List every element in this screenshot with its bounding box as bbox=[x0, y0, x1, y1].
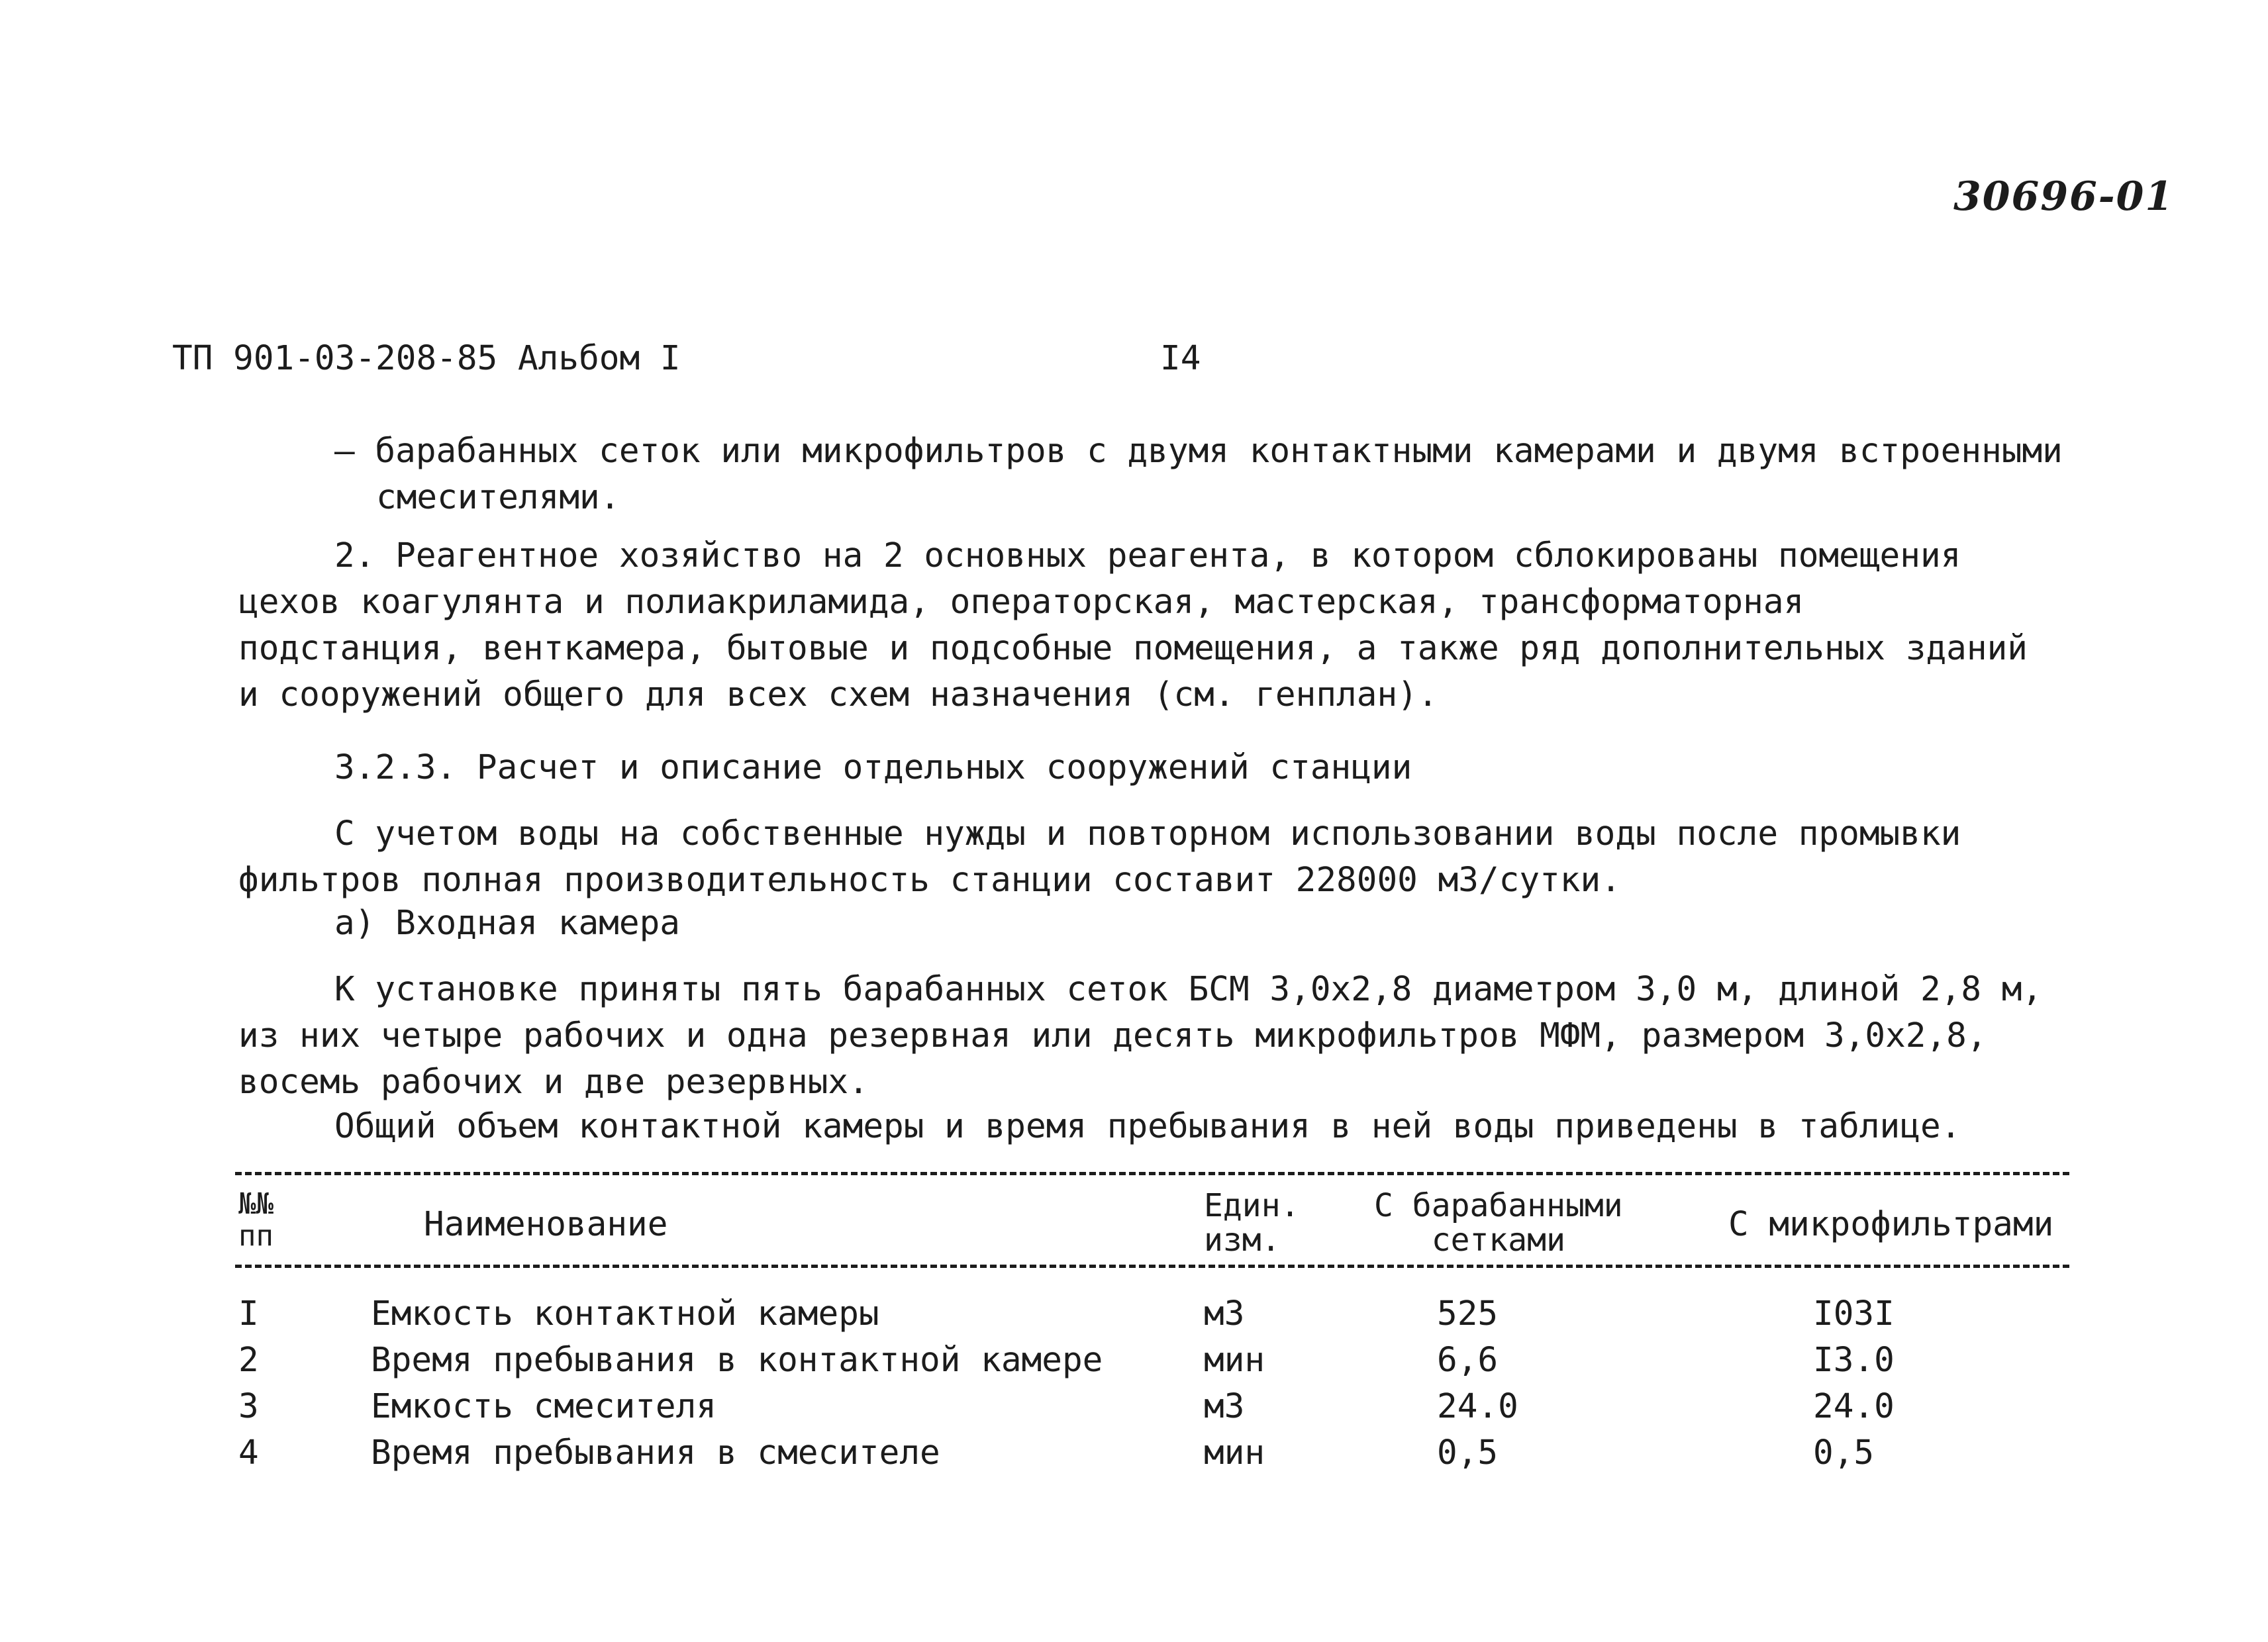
table-top-rule bbox=[235, 1172, 2069, 1175]
subheading-inlet-chamber: а) Входная камера bbox=[334, 904, 680, 943]
cell-filters: I03I bbox=[1813, 1294, 1895, 1333]
header-unit-line-2: изм. bbox=[1204, 1222, 1281, 1259]
cell-drums: 24.0 bbox=[1437, 1387, 1518, 1426]
paragraph-table-intro: Общий объем контактной камеры и время пребывания в ней воды приведены в таблице. bbox=[334, 1107, 1961, 1146]
cell-num: 4 bbox=[238, 1433, 259, 1473]
cell-filters: 0,5 bbox=[1813, 1433, 1875, 1473]
cell-num: 2 bbox=[238, 1341, 259, 1380]
header-unit-line-1: Един. bbox=[1204, 1187, 1300, 1224]
section-heading: 3.2.3. Расчет и описание отдельных сооружений станции bbox=[334, 748, 1412, 787]
header-drums-line-1: С барабанными bbox=[1374, 1187, 1623, 1224]
paragraph-drum-screens: К установке приняты пять барабанных сеток БСМ 3,0х2,8 диаметром 3,0 м, длиной 2,8 м, из них четыре рабочих и одна резервная или десять микрофильтров МФМ, размером 3,0х2,8, восемь рабочих и две резервных. bbox=[238, 970, 2043, 1102]
document-code: 30696-01 bbox=[1953, 173, 2175, 220]
cell-unit: м3 bbox=[1204, 1294, 1245, 1333]
cell-unit: мин bbox=[1204, 1341, 1265, 1380]
header-unit bbox=[1204, 1188, 1300, 1257]
cell-unit: мин bbox=[1204, 1433, 1265, 1473]
cell-drums: 525 bbox=[1437, 1294, 1499, 1333]
header-num-line-1: №№ bbox=[238, 1187, 273, 1221]
header-filters: С микрофильтрами bbox=[1728, 1205, 2054, 1244]
cell-drums: 0,5 bbox=[1437, 1433, 1499, 1473]
cell-drums: 6,6 bbox=[1437, 1341, 1499, 1380]
doc-reference: ТП 901-03-208-85 Альбом I bbox=[172, 339, 681, 378]
cell-name: Время пребывания в контактной камере bbox=[371, 1341, 1103, 1380]
cell-filters: 24.0 bbox=[1813, 1387, 1895, 1426]
cell-unit: м3 bbox=[1204, 1387, 1245, 1426]
cell-filters: I3.0 bbox=[1813, 1341, 1895, 1380]
paragraph-1-line-1: – барабанных сеток или микрофильтров с двумя контактными камерами и двумя встроенными bbox=[334, 432, 2063, 471]
cell-name: Время пребывания в смесителе bbox=[371, 1433, 940, 1473]
header-num bbox=[238, 1188, 273, 1252]
paragraph-1-line-2: смесителями. bbox=[376, 478, 620, 517]
header-drums-line-2: сетками bbox=[1431, 1222, 1565, 1259]
table-header-rule bbox=[235, 1265, 2069, 1268]
cell-num: I bbox=[238, 1294, 259, 1333]
cell-name: Емкость контактной камеры bbox=[371, 1294, 879, 1333]
paragraph-capacity: С учетом воды на собственные нужды и повторном использовании воды после промывки фильтров полная производительность станции составит 228000 м3/сутки. bbox=[238, 814, 1961, 900]
header-num-line-2: пп bbox=[238, 1219, 273, 1253]
header-name: Наименование bbox=[424, 1205, 668, 1244]
paragraph-reagent-facility: 2. Реагентное хозяйство на 2 основных реагента, в котором сблокированы помещения цехов коагулянта и полиакриламида, операторская, мастерская, трансформаторная подстанция, венткамера, бытовые и подсобные помещения, а также ряд дополнительных зданий и сооружений общего для всех схем назначения (см. генплан). bbox=[238, 536, 2028, 714]
cell-num: 3 bbox=[238, 1387, 259, 1426]
cell-name: Емкость смесителя bbox=[371, 1387, 716, 1426]
header-drums bbox=[1374, 1188, 1623, 1257]
page-number: I4 bbox=[1160, 339, 1201, 378]
